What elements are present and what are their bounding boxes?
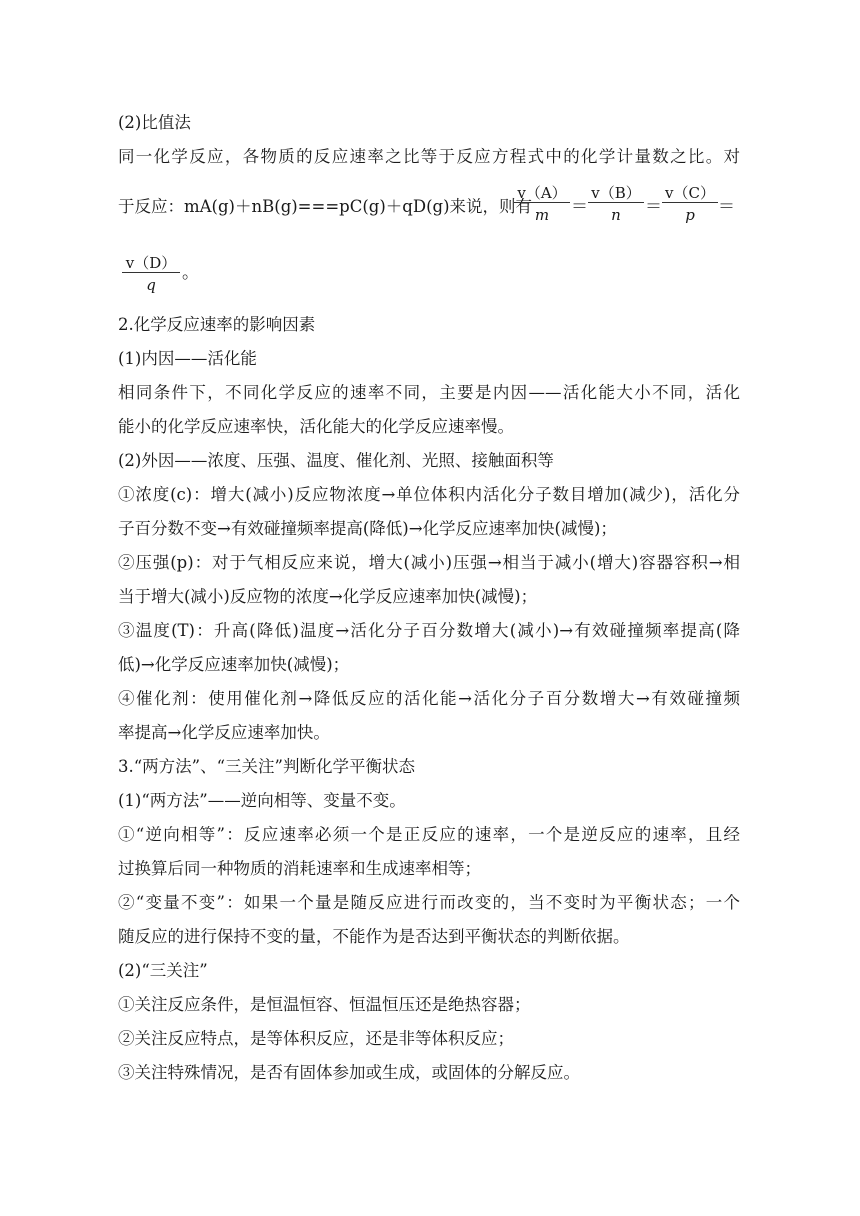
paragraph-line: 能小的化学反应速率快，活化能大的化学反应速率慢。 xyxy=(118,417,514,436)
paragraph-line: 相同条件下，不同化学反应的速率不同，主要是内因——活化能大小不同，活化 xyxy=(118,383,740,402)
paragraph-line: 同一化学反应，各物质的反应速率之比等于反应方程式中的化学计量数之比。对 xyxy=(118,147,740,166)
fraction-vd-q xyxy=(122,254,180,294)
paragraph-line: 率提高→化学反应速率加快。 xyxy=(118,723,330,742)
section-heading-influencing-factors: 2.化学反应速率的影响因素 xyxy=(118,315,316,334)
fraction-denominator: q xyxy=(146,276,156,294)
subheading-ratio-method: (2)比值法 xyxy=(118,113,191,132)
equals-sign: ＝ xyxy=(645,197,662,217)
subheading-three-concerns: (2)“三关注” xyxy=(118,961,208,980)
paragraph-line: ②“变量不变”：如果一个量是随反应进行而改变的，当不变时为平衡状态；一个 xyxy=(118,893,740,912)
reaction-equation-line: 于反应：mA(g)＋nB(g)===pC(g)＋qD(g)来说，则有 xyxy=(118,197,533,216)
fraction-denominator: p xyxy=(685,206,695,224)
list-item: ③关注特殊情况，是否有固体参加或生成，或固体的分解反应。 xyxy=(118,1063,580,1082)
equals-sign: ＝ xyxy=(718,197,735,217)
fraction-denominator: n xyxy=(611,206,621,224)
equals-sign: ＝ xyxy=(571,197,588,217)
paragraph-line: ④催化剂：使用催化剂→降低反应的活化能→活化分子百分数增大→有效碰撞频 xyxy=(118,689,740,708)
paragraph-line: ①“逆向相等”：反应速率必须一个是正反应的速率，一个是逆反应的速率，且经 xyxy=(118,825,740,844)
paragraph-line: 当于增大(减小)反应物的浓度→化学反应速率加快(减慢)； xyxy=(118,587,538,606)
paragraph-line: 子百分数不变→有效碰撞频率提高(降低)→化学反应速率加快(减慢)； xyxy=(118,519,617,538)
fraction-numerator: v（D） xyxy=(122,254,180,273)
subheading-external-cause: (2)外因——浓度、压强、温度、催化剂、光照、接触面积等 xyxy=(118,451,554,470)
paragraph-line: ①浓度(c)：增大(减小)反应物浓度→单位体积内活化分子数目增加(减少)，活化分 xyxy=(118,485,740,504)
subheading-internal-cause: (1)内因——活化能 xyxy=(118,349,257,368)
fraction-va-m xyxy=(514,184,570,224)
fraction-vc-p xyxy=(662,184,718,224)
list-item: ②关注反应特点，是等体积反应，还是非等体积反应； xyxy=(118,1029,514,1048)
section-heading-equilibrium: 3.“两方法”、“三关注”判断化学平衡状态 xyxy=(118,757,415,776)
fraction-numerator: v（C） xyxy=(662,184,718,203)
subheading-two-methods: (1)“两方法”——逆向相等、变量不变。 xyxy=(118,791,406,810)
paragraph-line: 低)→化学反应速率加快(减慢)； xyxy=(118,655,350,674)
paragraph-line: ②压强(p)：对于气相反应来说，增大(减小)压强→相当于减小(增大)容器容积→相 xyxy=(118,553,740,572)
list-item: ①关注反应条件，是恒温恒容、恒温恒压还是绝热容器； xyxy=(118,995,531,1014)
fraction-numerator: v（A） xyxy=(514,184,570,203)
sentence-period: 。 xyxy=(182,263,199,283)
paragraph-line: ③温度(T)：升高(降低)温度→活化分子百分数增大(减小)→有效碰撞频率提高(降 xyxy=(118,621,740,640)
fraction-vb-n xyxy=(588,184,644,224)
paragraph-line: 随反应的进行保持不变的量，不能作为是否达到平衡状态的判断依据。 xyxy=(118,927,630,946)
fraction-denominator: m xyxy=(534,206,550,224)
paragraph-line: 过换算后同一种物质的消耗速率和生成速率相等； xyxy=(118,859,481,878)
fraction-numerator: v（B） xyxy=(588,184,644,203)
